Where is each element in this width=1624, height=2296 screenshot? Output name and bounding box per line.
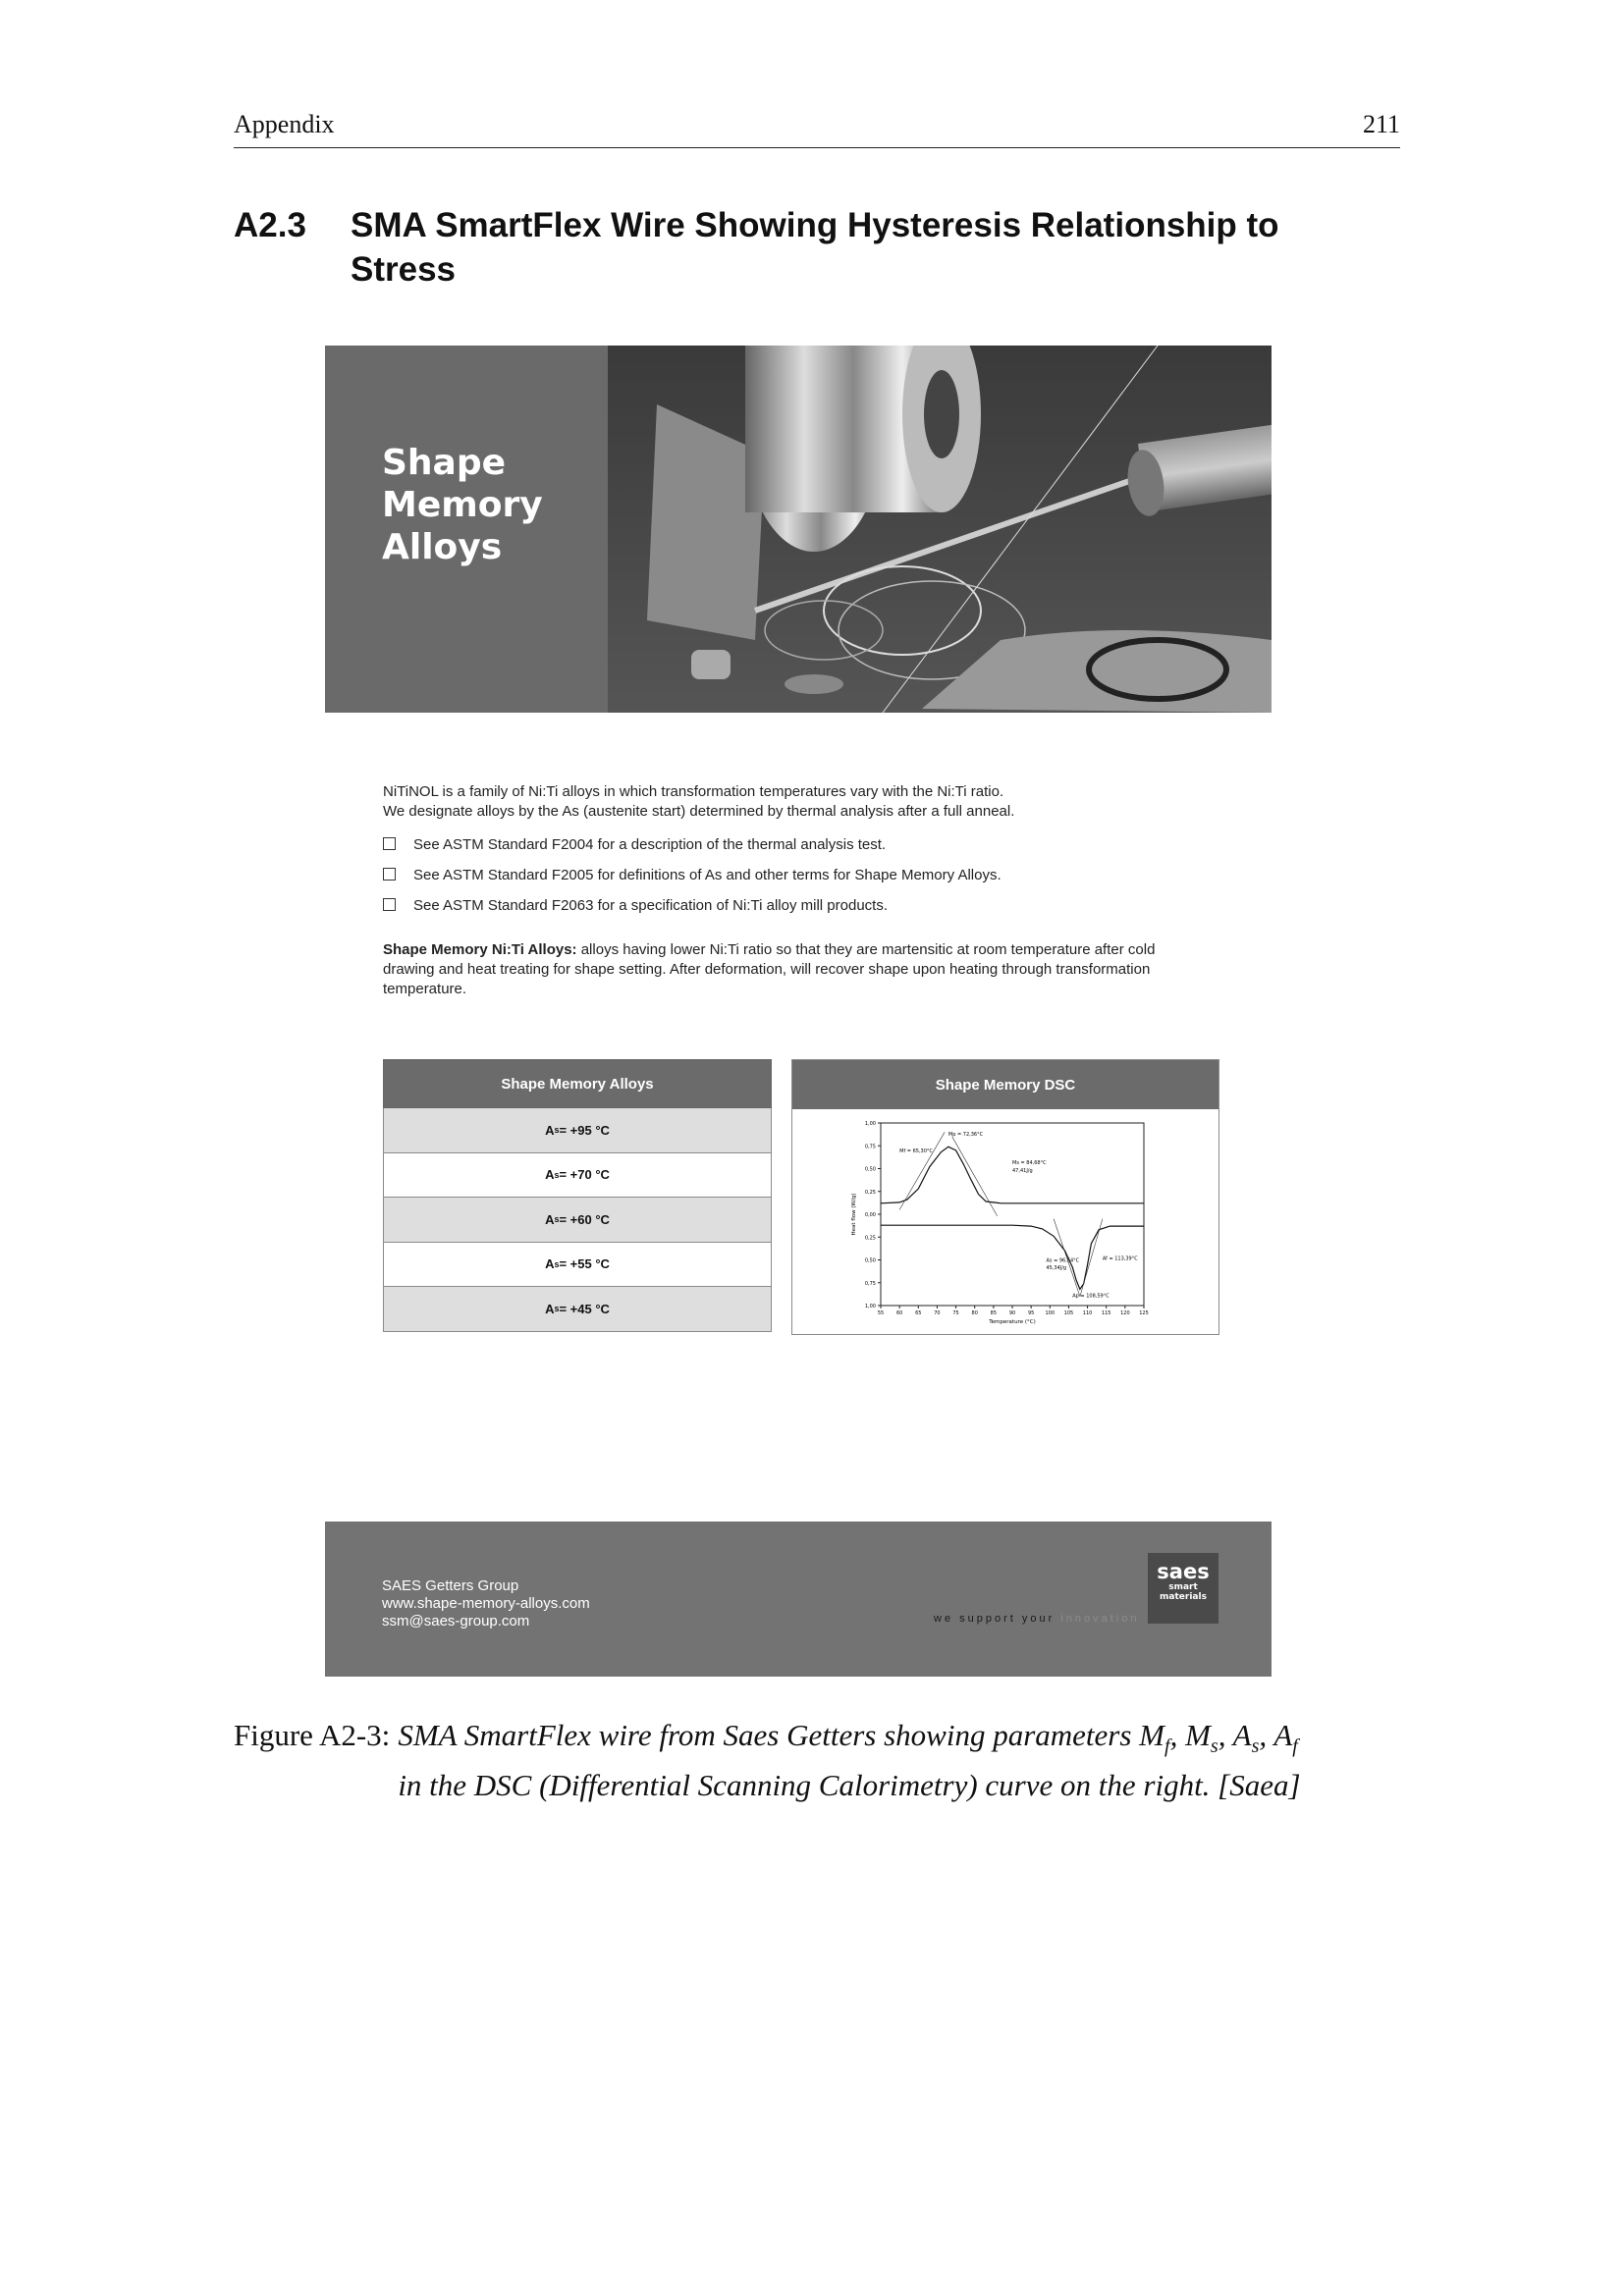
tangent-line	[1080, 1219, 1103, 1297]
table-row	[383, 1287, 772, 1332]
tangent-line	[952, 1137, 998, 1216]
table-row	[383, 1153, 772, 1199]
figure-caption	[234, 1716, 1400, 1805]
tagline	[934, 1613, 1139, 1625]
as-subscript: s	[554, 1169, 560, 1180]
hero-title-line2: Memory	[382, 485, 543, 525]
sma-paragraph	[383, 940, 1155, 999]
x-tick-label: 65	[915, 1310, 922, 1316]
as-subscript: s	[554, 1258, 560, 1269]
as-value: = +55 °C	[559, 1256, 610, 1272]
as-value: = +95 °C	[559, 1122, 610, 1138]
hero-title-line1: Shape	[382, 443, 507, 483]
caption-text-part: SMA SmartFlex wire from Saes Getters showing parameters	[398, 1718, 1132, 1752]
dsc-annotation: 47,41J/g	[1012, 1168, 1033, 1175]
dsc-annotation: 45,34J/g	[1046, 1264, 1067, 1271]
wire-spools-photo	[608, 346, 1272, 713]
sma-paragraph-line: alloys having lower Ni:Ti ratio so that they are martensitic at room temperature after cold	[580, 941, 1156, 958]
header-rule	[234, 147, 1400, 148]
dsc-annotation: Mp = 72,36°C	[947, 1132, 984, 1139]
as-symbol: A	[545, 1167, 555, 1183]
y-tick-label: 0,75	[864, 1144, 876, 1150]
sma-paragraph-lead: Shape Memory Ni:Ti Alloys:	[383, 941, 577, 958]
logo-sub: materials	[1160, 1592, 1207, 1602]
table-header: Shape Memory Alloys	[383, 1059, 772, 1108]
y-tick-label: 0,00	[864, 1212, 876, 1218]
caption-label: Figure A2-3:	[234, 1718, 391, 1752]
section-title-line2: Stress	[351, 250, 457, 289]
y-tick-label: 0,50	[864, 1166, 876, 1173]
logo-sub: smart	[1168, 1582, 1198, 1592]
bullet-text: See ASTM Standard F2063 for a specification of Ni:Ti alloy mill products.	[413, 897, 888, 914]
y-tick-label: 0,25	[864, 1235, 876, 1242]
brochure-hero-banner	[325, 346, 1272, 713]
x-tick-label: 105	[1063, 1310, 1074, 1316]
as-subscript: s	[554, 1214, 560, 1225]
checkbox-icon	[383, 837, 396, 850]
checkbox-icon	[383, 868, 396, 881]
x-tick-label: 85	[990, 1310, 998, 1316]
metal-block	[691, 650, 731, 679]
y-tick-label: 0,75	[864, 1280, 876, 1287]
tangent-line	[899, 1132, 945, 1209]
intro-paragraph	[383, 782, 1014, 822]
table-row	[383, 1108, 772, 1153]
x-tick-label: 120	[1120, 1310, 1130, 1316]
caption-text	[398, 1716, 1300, 1805]
sma-paragraph-line: temperature.	[383, 981, 467, 997]
y-axis-label: Heat flow (W/g)	[851, 1193, 857, 1236]
dsc-annotation: Ap = 108,59°C	[1072, 1293, 1110, 1300]
table-row	[383, 1198, 772, 1243]
tagline-faded: innovation	[1060, 1613, 1140, 1625]
bullet-item	[383, 896, 1001, 916]
caption-math: $M_f$, $M_s$, $A_s$, $A_f$	[1139, 1718, 1298, 1758]
saes-logo	[1148, 1553, 1218, 1624]
dsc-chart-header: Shape Memory DSC	[792, 1060, 1218, 1109]
astm-bullet-list	[383, 835, 1001, 916]
x-tick-label: 75	[952, 1310, 959, 1316]
tagline-text: we support your	[934, 1613, 1056, 1625]
x-tick-label: 95	[1027, 1310, 1035, 1316]
bullet-item	[383, 866, 1001, 885]
x-tick-label: 70	[934, 1310, 941, 1316]
running-header-left: Appendix	[234, 110, 335, 138]
section-number: A2.3	[234, 206, 306, 244]
as-subscript: s	[554, 1304, 560, 1314]
company-name: SAES Getters Group	[382, 1577, 519, 1594]
x-tick-label: 55	[877, 1310, 885, 1316]
as-subscript: s	[554, 1125, 560, 1136]
hero-title	[382, 442, 543, 568]
as-value: = +45 °C	[559, 1301, 610, 1316]
shape-memory-alloys-table	[383, 1059, 772, 1332]
as-symbol: A	[545, 1122, 555, 1138]
sma-paragraph-line: drawing and heat treating for shape setting. After deformation, will recover shape upon heating through transformation	[383, 961, 1151, 978]
x-tick-label: 125	[1139, 1310, 1149, 1316]
section-title-line1: SMA SmartFlex Wire Showing Hysteresis Relationship to	[351, 206, 1279, 244]
dsc-annotation: Mf = 65,30°C	[899, 1148, 933, 1154]
as-symbol: A	[545, 1211, 555, 1227]
y-tick-label: 1,00	[864, 1121, 876, 1127]
dsc-annotation: Af = 113,39°C	[1102, 1255, 1138, 1262]
y-tick-label: 0,50	[864, 1257, 876, 1264]
bullet-item	[383, 835, 1001, 855]
dsc-annotation: As = 96,54°C	[1046, 1257, 1080, 1264]
as-symbol: A	[545, 1301, 555, 1316]
email-link[interactable]: ssm@saes-group.com	[382, 1613, 530, 1629]
bullet-text: See ASTM Standard F2005 for definitions of As and other terms for Shape Memory Alloys.	[413, 867, 1001, 883]
dsc-chart	[792, 1109, 1218, 1334]
logo-main: saes	[1157, 1560, 1210, 1583]
website-link[interactable]: www.shape-memory-alloys.com	[382, 1595, 590, 1612]
dsc-curve-cooling	[881, 1147, 1144, 1203]
hero-title-line3: Alloys	[382, 527, 503, 567]
as-value: = +70 °C	[559, 1167, 610, 1183]
y-tick-label: 1,00	[864, 1304, 876, 1309]
checkbox-icon	[383, 898, 396, 911]
page-number: 211	[1362, 110, 1400, 138]
as-symbol: A	[545, 1256, 555, 1272]
x-tick-label: 60	[895, 1310, 903, 1316]
dsc-annotation: Ms = 84,68°C	[1012, 1159, 1047, 1166]
x-tick-label: 80	[971, 1310, 978, 1316]
x-tick-label: 115	[1101, 1310, 1111, 1316]
intro-line: We designate alloys by the As (austenite start) determined by thermal analysis after a full anneal.	[383, 803, 1015, 820]
x-tick-label: 110	[1082, 1310, 1093, 1316]
x-tick-label: 90	[1008, 1310, 1016, 1316]
intro-line: NiTiNOL is a family of Ni:Ti alloys in which transformation temperatures vary with the Ni:Ti ratio.	[383, 783, 1004, 800]
y-tick-label: 0,25	[864, 1189, 876, 1196]
x-axis-label: Temperature (°C)	[989, 1319, 1036, 1325]
contact-block	[382, 1577, 590, 1630]
x-tick-label: 100	[1045, 1310, 1056, 1316]
caption-text-part: in the DSC (Differential Scanning Calorimetry) curve on the right. [Saea]	[398, 1768, 1301, 1803]
brochure-footer	[325, 1522, 1272, 1677]
table-row	[383, 1243, 772, 1288]
bullet-text: See ASTM Standard F2004 for a description of the thermal analysis test.	[413, 836, 887, 853]
dsc-chart-panel	[791, 1059, 1219, 1335]
as-value: = +60 °C	[559, 1211, 610, 1227]
